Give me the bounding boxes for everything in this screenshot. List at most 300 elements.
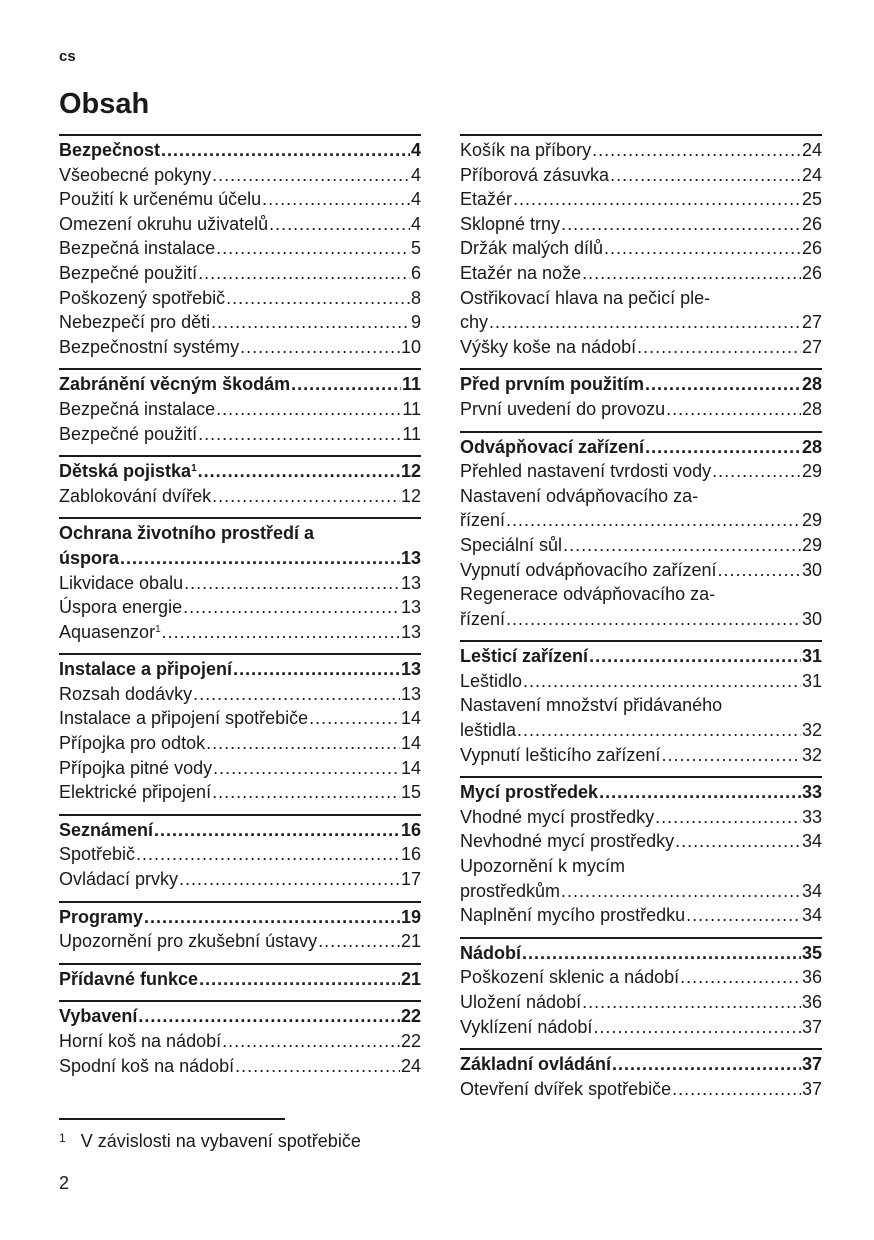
toc-label-text: Nádobí (460, 942, 521, 963)
toc-label (460, 829, 674, 854)
toc-leader-dots (599, 780, 801, 805)
toc-label (460, 236, 603, 261)
toc-page-number: 34 (801, 831, 822, 852)
toc-entry[interactable] (460, 743, 822, 768)
toc-label-text: Spotřebič (59, 844, 136, 865)
toc-leader-dots (610, 163, 801, 188)
toc-page-number: 32 (801, 744, 822, 765)
footnote (59, 1131, 361, 1152)
toc-entry-line[interactable]: Nastavení odvápňovacího za- (460, 485, 699, 506)
toc-label (460, 435, 644, 460)
toc-label (460, 533, 562, 558)
toc-label-text: Výšky koše na nádobí (460, 336, 637, 357)
footnote-divider (59, 1118, 285, 1120)
toc-entry[interactable] (460, 508, 822, 533)
toc-page-number: 27 (801, 336, 822, 357)
toc-heading[interactable] (460, 941, 822, 966)
toc-label-text: Přídavné funkce (59, 968, 199, 989)
toc-page-number: 4 (410, 189, 421, 210)
toc-leader-dots (198, 422, 401, 447)
toc-section (59, 134, 421, 359)
toc-label (59, 163, 211, 188)
toc-label (460, 459, 711, 484)
toc-section (460, 1048, 822, 1101)
toc-page-number: 11 (402, 398, 421, 419)
toc-entry[interactable] (460, 669, 822, 694)
toc-section (59, 517, 421, 644)
toc-page-number: 4 (410, 213, 421, 234)
toc-entry[interactable] (460, 533, 822, 558)
toc-entry[interactable] (460, 1015, 822, 1040)
toc-entry[interactable] (460, 212, 822, 237)
toc-heading[interactable] (59, 546, 421, 571)
toc-entry[interactable] (460, 187, 822, 212)
toc-label (460, 335, 636, 360)
toc-label (59, 967, 198, 992)
toc-leader-dots (318, 929, 400, 954)
toc-entry[interactable] (460, 829, 822, 854)
toc-label-text: Uložení nádobí (460, 992, 582, 1012)
toc-label (59, 212, 268, 237)
toc-entry[interactable] (59, 335, 421, 360)
toc-page-number: 27 (801, 312, 822, 333)
toc-label (59, 484, 211, 509)
toc-leader-dots (199, 967, 400, 992)
toc-leader-dots (593, 1015, 801, 1040)
toc-label (59, 335, 239, 360)
toc-label-text: Přehled nastavení tvrdosti vody (460, 461, 712, 482)
toc-label-text: Všeobecné pokyny (59, 164, 212, 185)
toc-column-left (59, 134, 421, 1087)
toc-leader-dots (523, 669, 801, 694)
toc-page-number: 28 (801, 398, 822, 419)
toc-label-text: Vypnutí lešticího zařízení (460, 744, 661, 765)
toc-entry[interactable] (59, 1054, 421, 1079)
footnote-ref: 1 (155, 623, 161, 635)
toc-page-number: 16 (400, 819, 421, 840)
toc-page-number: 30 (801, 559, 822, 580)
toc-label (59, 780, 211, 805)
toc-label-text: Spodní koš na nádobí (59, 1055, 235, 1076)
toc-page-number: 32 (801, 720, 822, 741)
toc-heading[interactable] (460, 1052, 822, 1077)
toc-entry[interactable] (59, 422, 421, 447)
toc-label-text: řízení (460, 510, 506, 531)
toc-heading[interactable] (59, 1004, 421, 1029)
toc-entry[interactable] (59, 867, 421, 892)
toc-label-text: Odvápňovací zařízení (460, 436, 645, 457)
toc-entry[interactable] (59, 780, 421, 805)
toc-label-text: Naplnění mycího prostředku (460, 905, 686, 926)
toc-entry[interactable] (59, 756, 421, 781)
toc-heading[interactable] (59, 657, 421, 682)
toc-label (59, 372, 290, 397)
toc-label-text: Přípojka pro odtok (59, 733, 206, 754)
toc-page-number: 14 (400, 757, 421, 778)
toc-label (460, 805, 654, 830)
toc-label-text: Lešticí zařízení (460, 646, 589, 667)
toc-section (59, 653, 421, 805)
toc-label-text: Vybavení (59, 1006, 138, 1027)
toc-label (59, 1029, 221, 1054)
toc-label-text: Upozornění pro zkušební ústavy (59, 931, 318, 952)
footnote-text: V závislosti na vybavení spotřebiče (80, 1131, 361, 1151)
toc-label (460, 1077, 671, 1102)
toc-heading[interactable] (59, 905, 421, 930)
toc-heading[interactable] (59, 138, 421, 163)
toc-entry[interactable] (59, 236, 421, 261)
toc-label (460, 372, 644, 397)
toc-leader-dots (206, 731, 400, 756)
toc-label-text: Vhodné mycí prostředky (460, 806, 655, 827)
toc-entry[interactable] (460, 607, 822, 632)
toc-label-text: Bezpečné použití (59, 423, 198, 444)
toc-leader-dots (592, 138, 801, 163)
toc-entry[interactable] (460, 459, 822, 484)
toc-label-text: Základní ovládání (460, 1054, 612, 1075)
toc-leader-dots (162, 620, 400, 645)
toc-label (460, 903, 685, 928)
toc-label (59, 310, 210, 335)
toc-entry-line[interactable]: Ostřikovací hlava na pečicí ple- (460, 287, 711, 308)
toc-entry[interactable] (460, 805, 822, 830)
toc-label (59, 236, 215, 261)
toc-heading[interactable] (59, 818, 421, 843)
toc-label (460, 644, 588, 669)
toc-label-text: Zablokování dvířek (59, 485, 212, 506)
toc-page-number: 13 (400, 683, 421, 704)
toc-label (59, 261, 197, 286)
toc-label-text: Elektrické připojení (59, 782, 212, 803)
toc-label (460, 879, 560, 904)
toc-label-text: Příborová zásuvka (460, 164, 610, 185)
toc-page-number: 12 (400, 485, 421, 506)
toc-label (59, 867, 178, 892)
toc-label-text: Horní koš na nádobí (59, 1031, 222, 1051)
toc-entry[interactable] (59, 187, 421, 212)
toc-page-number: 14 (400, 733, 421, 754)
toc-leader-dots (179, 867, 400, 892)
toc-entry[interactable] (59, 310, 421, 335)
toc-entry[interactable] (59, 261, 421, 286)
toc-leader-dots (712, 459, 801, 484)
toc-page-number: 31 (801, 646, 822, 667)
toc-label (59, 620, 161, 645)
toc-leader-dots (506, 607, 801, 632)
toc-label-text: leštidla (460, 720, 517, 741)
toc-page-number: 28 (801, 374, 822, 395)
toc-page-number: 37 (801, 1016, 822, 1037)
toc-page-number: 13 (400, 572, 421, 593)
toc-page-number: 13 (400, 659, 421, 680)
toc-page-number: 29 (801, 534, 822, 555)
toc-section (59, 1000, 421, 1078)
toc-entry[interactable] (460, 163, 822, 188)
toc-label (59, 818, 153, 843)
toc-leader-dots (193, 682, 400, 707)
toc-entry[interactable] (59, 571, 421, 596)
toc-section (59, 901, 421, 954)
toc-label-text: Poškozený spotřebič (59, 287, 226, 308)
toc-entry[interactable] (59, 397, 421, 422)
toc-page-number: 11 (401, 374, 421, 395)
toc-entry[interactable] (460, 335, 822, 360)
language-code: cs (59, 48, 76, 65)
toc-label (460, 187, 512, 212)
toc-label-text: úspora (59, 547, 120, 568)
toc-leader-dots (561, 879, 801, 904)
toc-label (460, 669, 522, 694)
toc-label-text: Nebezpečí pro děti (59, 312, 211, 333)
toc-page-number: 17 (400, 869, 421, 890)
toc-entry[interactable] (460, 397, 822, 422)
toc-label-text: Leštidlo (460, 670, 523, 691)
toc-label (59, 286, 225, 311)
toc-leader-dots (645, 372, 801, 397)
toc-page-number: 26 (801, 262, 822, 283)
toc-label (59, 682, 192, 707)
toc-page-number: 30 (801, 608, 822, 629)
toc-leader-dots (604, 236, 801, 261)
toc-label-text: Instalace a připojení (59, 659, 233, 680)
toc-page-number: 10 (400, 336, 421, 357)
footnote-mark: 1 (59, 1131, 66, 1145)
toc-label (460, 558, 717, 583)
toc-label (460, 212, 560, 237)
toc-entry[interactable] (460, 138, 822, 163)
toc-label-text: Mycí prostředek (460, 782, 599, 803)
toc-leader-dots (235, 1054, 400, 1079)
toc-page-number: 22 (400, 1031, 421, 1051)
toc-page-number: 9 (410, 312, 421, 333)
toc-page-number: 31 (801, 670, 822, 691)
toc-label (460, 163, 609, 188)
toc-label (59, 422, 197, 447)
toc-leader-dots (582, 990, 801, 1015)
toc-leader-dots (240, 335, 400, 360)
toc-leader-dots (563, 533, 801, 558)
toc-leader-dots (718, 558, 801, 583)
toc-leader-dots (198, 261, 410, 286)
toc-leader-dots (589, 644, 801, 669)
toc-leader-dots (198, 459, 400, 484)
toc-entry[interactable] (460, 236, 822, 261)
toc-label (460, 607, 505, 632)
toc-page-number: 14 (400, 708, 421, 729)
toc-leader-dots (183, 595, 400, 620)
toc-leader-dots (184, 571, 400, 596)
toc-label (460, 261, 581, 286)
toc-page-number: 33 (801, 782, 822, 803)
toc-entry[interactable] (460, 879, 822, 904)
toc-label (59, 1004, 137, 1029)
toc-page-number: 35 (801, 942, 822, 963)
toc-entry[interactable] (59, 1029, 421, 1054)
toc-leader-dots (262, 187, 410, 212)
toc-leader-dots (686, 903, 801, 928)
toc-section (59, 814, 421, 892)
toc-label-text: Omezení okruhu uživatelů (59, 213, 269, 234)
toc-page-number: 8 (410, 287, 421, 308)
toc-label-text: Bezpečnost (59, 140, 161, 160)
toc-leader-dots (212, 484, 400, 509)
toc-label-text: Zabránění věcným škodám (59, 374, 291, 395)
toc-label (59, 138, 160, 163)
toc-label-text: Úspora energie (59, 597, 183, 618)
toc-entry[interactable] (59, 731, 421, 756)
toc-label (59, 595, 182, 620)
toc-entry[interactable] (460, 558, 822, 583)
toc-label-text: Použití k určenému účelu (59, 189, 262, 210)
toc-leader-dots (216, 397, 401, 422)
toc-entry[interactable] (460, 990, 822, 1015)
toc-entry[interactable] (460, 261, 822, 286)
toc-page-number: 28 (801, 436, 822, 457)
toc-entry[interactable] (59, 929, 421, 954)
toc-section (460, 937, 822, 1039)
toc-entry[interactable] (460, 965, 822, 990)
toc-leader-dots (561, 212, 801, 237)
page-title: Obsah (59, 88, 150, 120)
toc-entry-line[interactable]: Upozornění k mycím (460, 856, 626, 877)
toc-label-text: Bezpečná instalace (59, 398, 216, 419)
toc-heading[interactable] (460, 780, 822, 805)
toc-leader-dots (513, 187, 801, 212)
toc-page-number: 26 (801, 238, 822, 259)
toc-section (460, 776, 822, 928)
toc-heading[interactable] (460, 435, 822, 460)
toc-label (460, 965, 679, 990)
toc-page-number: 24 (801, 140, 822, 160)
toc-leader-dots (637, 335, 801, 360)
toc-entry[interactable] (59, 595, 421, 620)
toc-page-number: 24 (400, 1055, 421, 1076)
toc-leader-dots (582, 261, 801, 286)
toc-entry[interactable] (59, 163, 421, 188)
toc-entry[interactable] (59, 286, 421, 311)
toc-leader-dots (222, 1029, 400, 1054)
toc-heading[interactable] (59, 372, 421, 397)
toc-entry[interactable] (59, 212, 421, 237)
toc-label-text: Před prvním použitím (460, 374, 645, 395)
toc-leader-dots (216, 236, 410, 261)
toc-page-number: 36 (801, 967, 822, 988)
toc-label-text: prostředkům (460, 880, 561, 901)
toc-label-text: Poškození sklenic a nádobí (460, 967, 680, 988)
toc-label (59, 905, 143, 930)
toc-label-text: Speciální sůl (460, 534, 563, 555)
toc-leader-dots (655, 805, 801, 830)
toc-section (59, 963, 421, 992)
toc-label-text: Aquasenzor (59, 621, 156, 642)
toc-entry-line[interactable]: Regenerace odvápňovacího za- (460, 584, 716, 605)
toc-label (460, 508, 505, 533)
toc-leader-dots (645, 435, 801, 460)
toc-label-text: Bezpečné použití (59, 262, 198, 283)
footnote-ref: 1 (191, 463, 197, 475)
toc-entry-line[interactable]: Nastavení množství přidávaného (460, 695, 723, 716)
toc-entry[interactable] (460, 903, 822, 928)
toc-leader-dots (506, 508, 801, 533)
toc-label-text: Držák malých dílů (460, 238, 604, 259)
toc-heading-line[interactable]: Ochrana životního prostředí a (59, 523, 315, 544)
toc-label-text: Vypnutí odvápňovacího zařízení (460, 559, 717, 580)
toc-section (59, 455, 421, 508)
toc-entry[interactable] (59, 706, 421, 731)
toc-label-text: Nevhodné mycí prostředky (460, 831, 675, 852)
toc-page-number: 6 (410, 262, 421, 283)
toc-section (59, 368, 421, 446)
toc-page-number: 25 (801, 189, 822, 210)
toc-heading[interactable] (460, 644, 822, 669)
toc-heading[interactable] (59, 967, 421, 992)
toc-entry[interactable] (59, 842, 421, 867)
toc-page-number: 13 (400, 547, 421, 568)
toc-entry[interactable] (59, 620, 421, 645)
toc-label (59, 657, 232, 682)
toc-heading[interactable] (460, 372, 822, 397)
toc-page-number: 13 (400, 621, 421, 642)
toc-label (59, 546, 119, 571)
toc-page-number: 21 (400, 931, 421, 952)
toc-label (460, 718, 516, 743)
toc-entry[interactable] (460, 310, 822, 335)
toc-entry[interactable] (59, 484, 421, 509)
toc-label-text: Instalace a připojení spotřebiče (59, 708, 309, 729)
toc-label-text: Přípojka pitné vody (59, 757, 213, 778)
toc-label (59, 731, 205, 756)
toc-heading[interactable] (59, 459, 421, 484)
toc-label (59, 756, 212, 781)
toc-page-number: 13 (400, 597, 421, 618)
toc-leader-dots (680, 965, 801, 990)
toc-label-text: Bezpečná instalace (59, 238, 216, 259)
toc-leader-dots (211, 310, 410, 335)
toc-leader-dots (233, 657, 400, 682)
toc-page-number: 5 (410, 238, 421, 259)
toc-leader-dots (212, 163, 410, 188)
toc-section (460, 431, 822, 632)
toc-label (59, 706, 308, 731)
toc-entry[interactable] (460, 718, 822, 743)
toc-label-text: chy (460, 312, 489, 333)
toc-label-text: Likvidace obalu (59, 572, 184, 593)
page-number: 2 (59, 1173, 70, 1193)
toc-label (460, 397, 665, 422)
toc-entry[interactable] (59, 682, 421, 707)
toc-leader-dots (226, 286, 410, 311)
toc-leader-dots (612, 1052, 801, 1077)
toc-label-text: Rozsah dodávky (59, 683, 193, 704)
toc-entry[interactable] (460, 1077, 822, 1102)
toc-label (59, 459, 197, 484)
toc-page-number: 37 (801, 1054, 822, 1075)
toc-leader-dots (661, 743, 801, 768)
toc-leader-dots (136, 842, 400, 867)
toc-leader-dots (138, 1004, 400, 1029)
toc-label (59, 1054, 234, 1079)
toc-leader-dots (291, 372, 401, 397)
toc-label (460, 138, 591, 163)
toc-label (59, 397, 215, 422)
toc-label (59, 571, 183, 596)
toc-page-number: 34 (801, 880, 822, 901)
toc-leader-dots (144, 905, 400, 930)
toc-leader-dots (309, 706, 400, 731)
toc-page-number: 16 (400, 844, 421, 865)
toc-label (460, 941, 521, 966)
toc-label-text: Sklopné trny (460, 213, 561, 234)
